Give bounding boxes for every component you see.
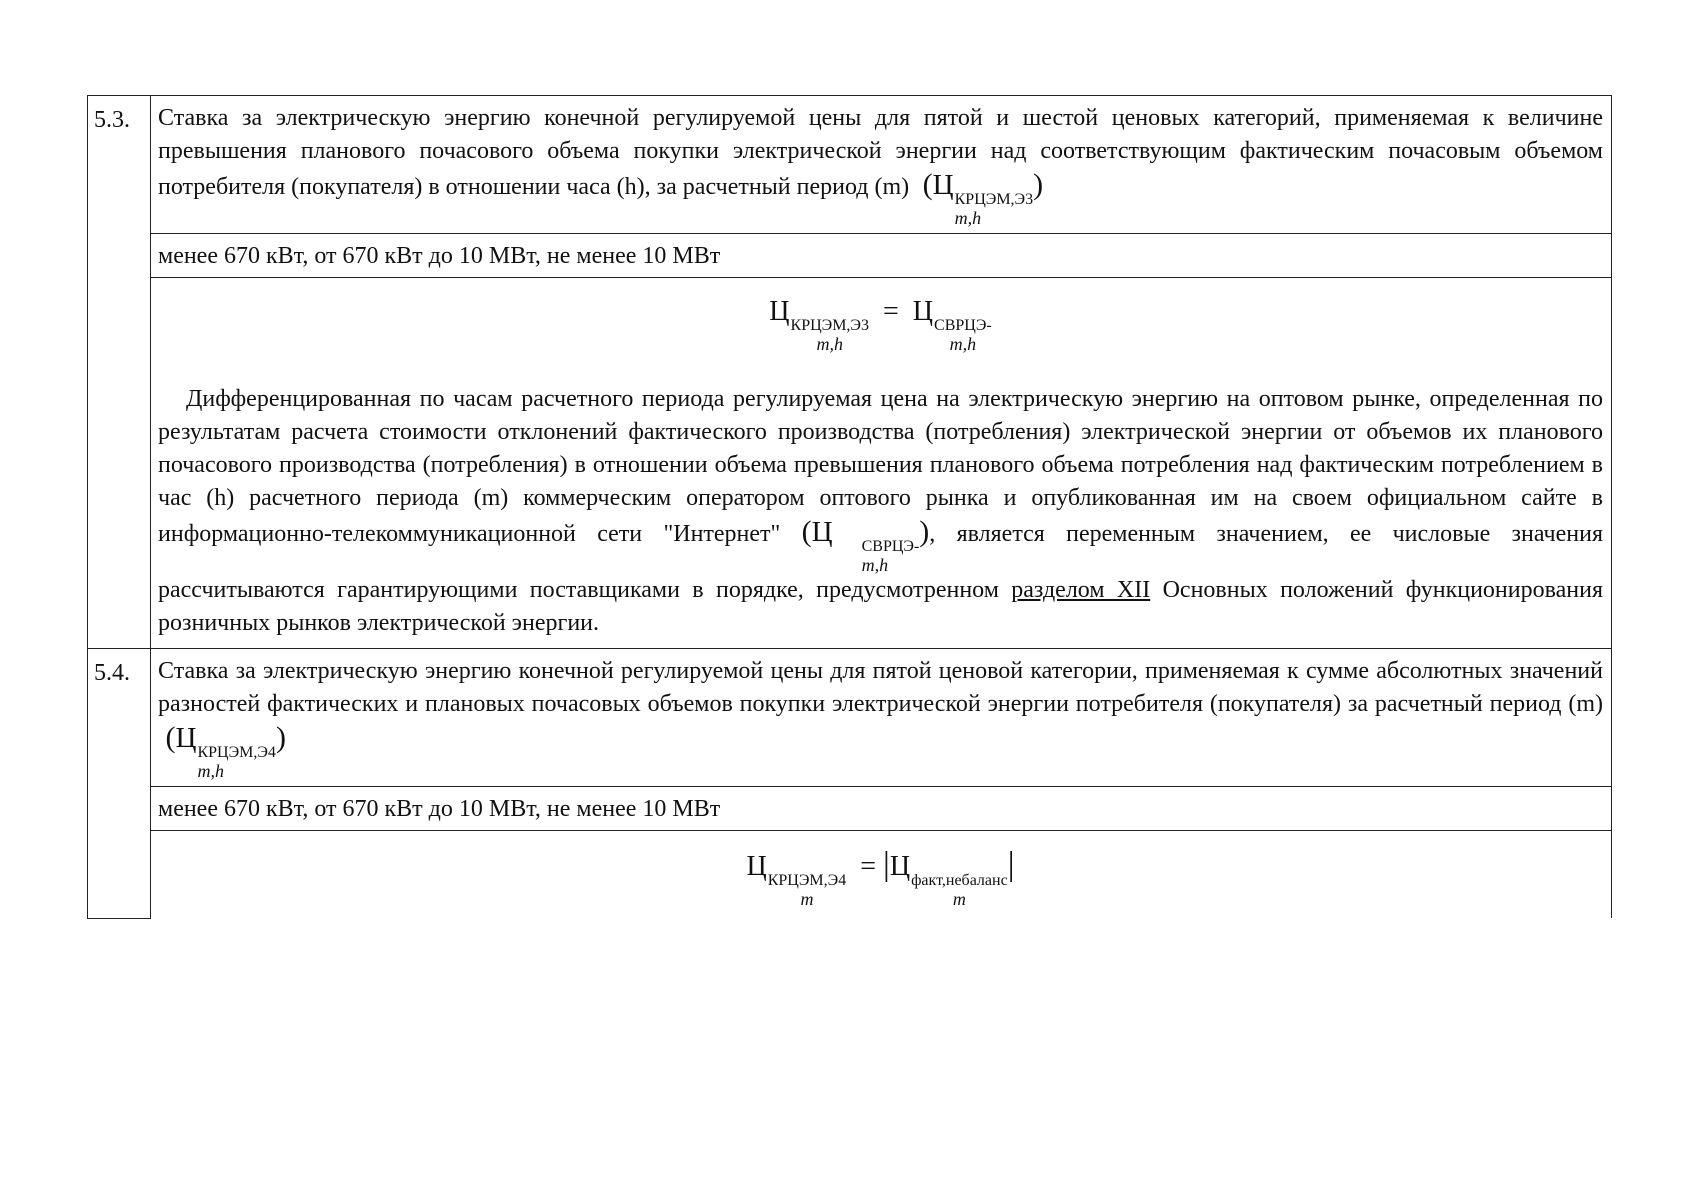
price-symbol: Ц bbox=[175, 722, 197, 754]
power-condition-cell bbox=[151, 234, 1612, 278]
symbol-subscript: m,h bbox=[954, 208, 982, 228]
symbol-subscript: m,h bbox=[197, 761, 224, 781]
formula-rhs-sup: факт,небаланс bbox=[911, 872, 1008, 889]
formula-description: Дифференцированная по часам расчетного периода регулируемая цена на электрическую энергию на оптовом рынке, определенная по результатам расчета стоимости отклонений фактического производства (потребления) электрической энергии от объемов их планового почасового производства (потребления) в отношении объема превышения планового объема потребления над фактическим потреблением в час (h) расчетного периода (m) коммерческим оператором оптового рынка и опубликованная им на своем официальном сайте в информационно-телекоммуникационной сети "Интернет" (Ц СВРЦЭ- m,h ), является переменным значением, ее числовые значения рассчитываются гарантирующими поставщиками в порядке, предусмотренном разделом XII Основных положений функционирования розничных рынков электрической энергии. bbox=[158, 386, 1604, 636]
description-text-1: Дифференцированная по часам расчетного периода регулируемая цена на электрическую энергию на оптовом рынке, определенная по результатам расчета стоимости отклонений фактического производства (потребления) электрической энергии от объемов их планового почасового производства (потребления) в отношении объема превышения планового объема потребления над фактическим потреблением в час (h) расчетного периода (m) коммерческим оператором оптового рынка и опубликованная им на своем официальном сайте в информационно-телекоммуникационной сети "Интернет" bbox=[158, 386, 1603, 547]
power-condition: менее 670 кВт, от 670 кВт до 10 МВт, не менее 10 МВт bbox=[158, 796, 721, 822]
formula-cell bbox=[151, 831, 1612, 919]
row-header-cell: Ставка за электрическую энергию конечной регулируемой цены для пятой и шестой ценовых категорий, применяемая к величине превышения планового почасового объема покупки электрической энергии над соответствующим фактическим почасовым объемом потребителя (покупателя) в отношении часа (h), за расчетный период (m) (Ц КРЦЭМ,Э3 m,h ) bbox=[151, 96, 1612, 234]
power-condition-cell bbox=[151, 787, 1612, 831]
description-symbol-sup: СВРЦЭ- bbox=[861, 538, 920, 555]
formula-rhs-symbol: Ц bbox=[889, 851, 911, 882]
formula-equals: = bbox=[860, 851, 877, 882]
formula bbox=[158, 845, 1603, 908]
row-number-cell bbox=[88, 96, 151, 649]
description-text-2: , является переменным значением, ее числовые значения рассчитываются гарантирующими поставщиками в порядке, предусмотренном bbox=[158, 521, 1604, 603]
symbol-superscript: КРЦЭМ,Э3 bbox=[954, 191, 1034, 208]
description-symbol: Ц bbox=[811, 516, 833, 548]
formula-rhs-sub: m,h bbox=[949, 334, 977, 354]
price-symbol: Ц bbox=[932, 169, 954, 201]
formula-lhs-sup: КРЦЭМ,Э3 bbox=[790, 317, 869, 334]
formula bbox=[158, 292, 1603, 353]
formula-rhs-sub: m bbox=[952, 889, 966, 909]
row-header-text: Ставка за электрическую энергию конечной регулируемой цены для пятой и шестой ценовых категорий, применяемая к величине превышения планового почасового объема покупки электрической энергии над соответствующим фактическим почасовым объемом потребителя (покупателя) в отношении часа (h), за расчетный период (m) bbox=[158, 105, 1603, 200]
formula-equals: = bbox=[883, 296, 899, 327]
row-header-text: Ставка за электрическую энергию конечной регулируемой цены для пятой ценовой категории, применяемая к сумме абсолютных значений разностей фактических и плановых почасовых объемов покупки электрической энергии потребителя (покупателя) за расчетный период (m) bbox=[158, 658, 1603, 717]
tariff-table bbox=[87, 95, 1612, 919]
formula-lhs-sub: m bbox=[800, 889, 814, 909]
formula-lhs-symbol: Ц bbox=[769, 296, 790, 327]
formula-rhs-sup: СВРЦЭ- bbox=[934, 317, 992, 334]
description-text-3: Основных положений функционирования розничных рынков электрической энергии. bbox=[158, 577, 1604, 636]
row-number: 5.3. bbox=[94, 107, 130, 133]
formula-rhs-symbol: Ц bbox=[912, 296, 934, 327]
power-condition: менее 670 кВт, от 670 кВт до 10 МВт, не менее 10 МВт bbox=[158, 243, 721, 269]
formula-lhs-symbol: Ц bbox=[746, 851, 767, 882]
section-xii-link[interactable]: разделом XII bbox=[1011, 577, 1151, 603]
row-header-cell: Ставка за электрическую энергию конечной регулируемой цены для пятой ценовой категории, применяемая к сумме абсолютных значений разностей фактических и плановых почасовых объемов покупки электрической энергии потребителя (покупателя) за расчетный период (m) (Ц КРЦЭМ,Э4 m,h ) bbox=[151, 649, 1612, 787]
abs-bar-right: | bbox=[1007, 846, 1015, 883]
abs-bar-left: | bbox=[883, 846, 890, 883]
row-number: 5.4. bbox=[94, 660, 130, 686]
formula-lhs-sub: m,h bbox=[816, 334, 843, 354]
symbol-superscript: КРЦЭМ,Э4 bbox=[197, 744, 276, 761]
row-number-cell bbox=[88, 649, 151, 919]
formula-cell bbox=[151, 278, 1612, 649]
formula-lhs-sup: КРЦЭМ,Э4 bbox=[767, 872, 847, 889]
description-symbol-sub: m,h bbox=[861, 555, 889, 575]
